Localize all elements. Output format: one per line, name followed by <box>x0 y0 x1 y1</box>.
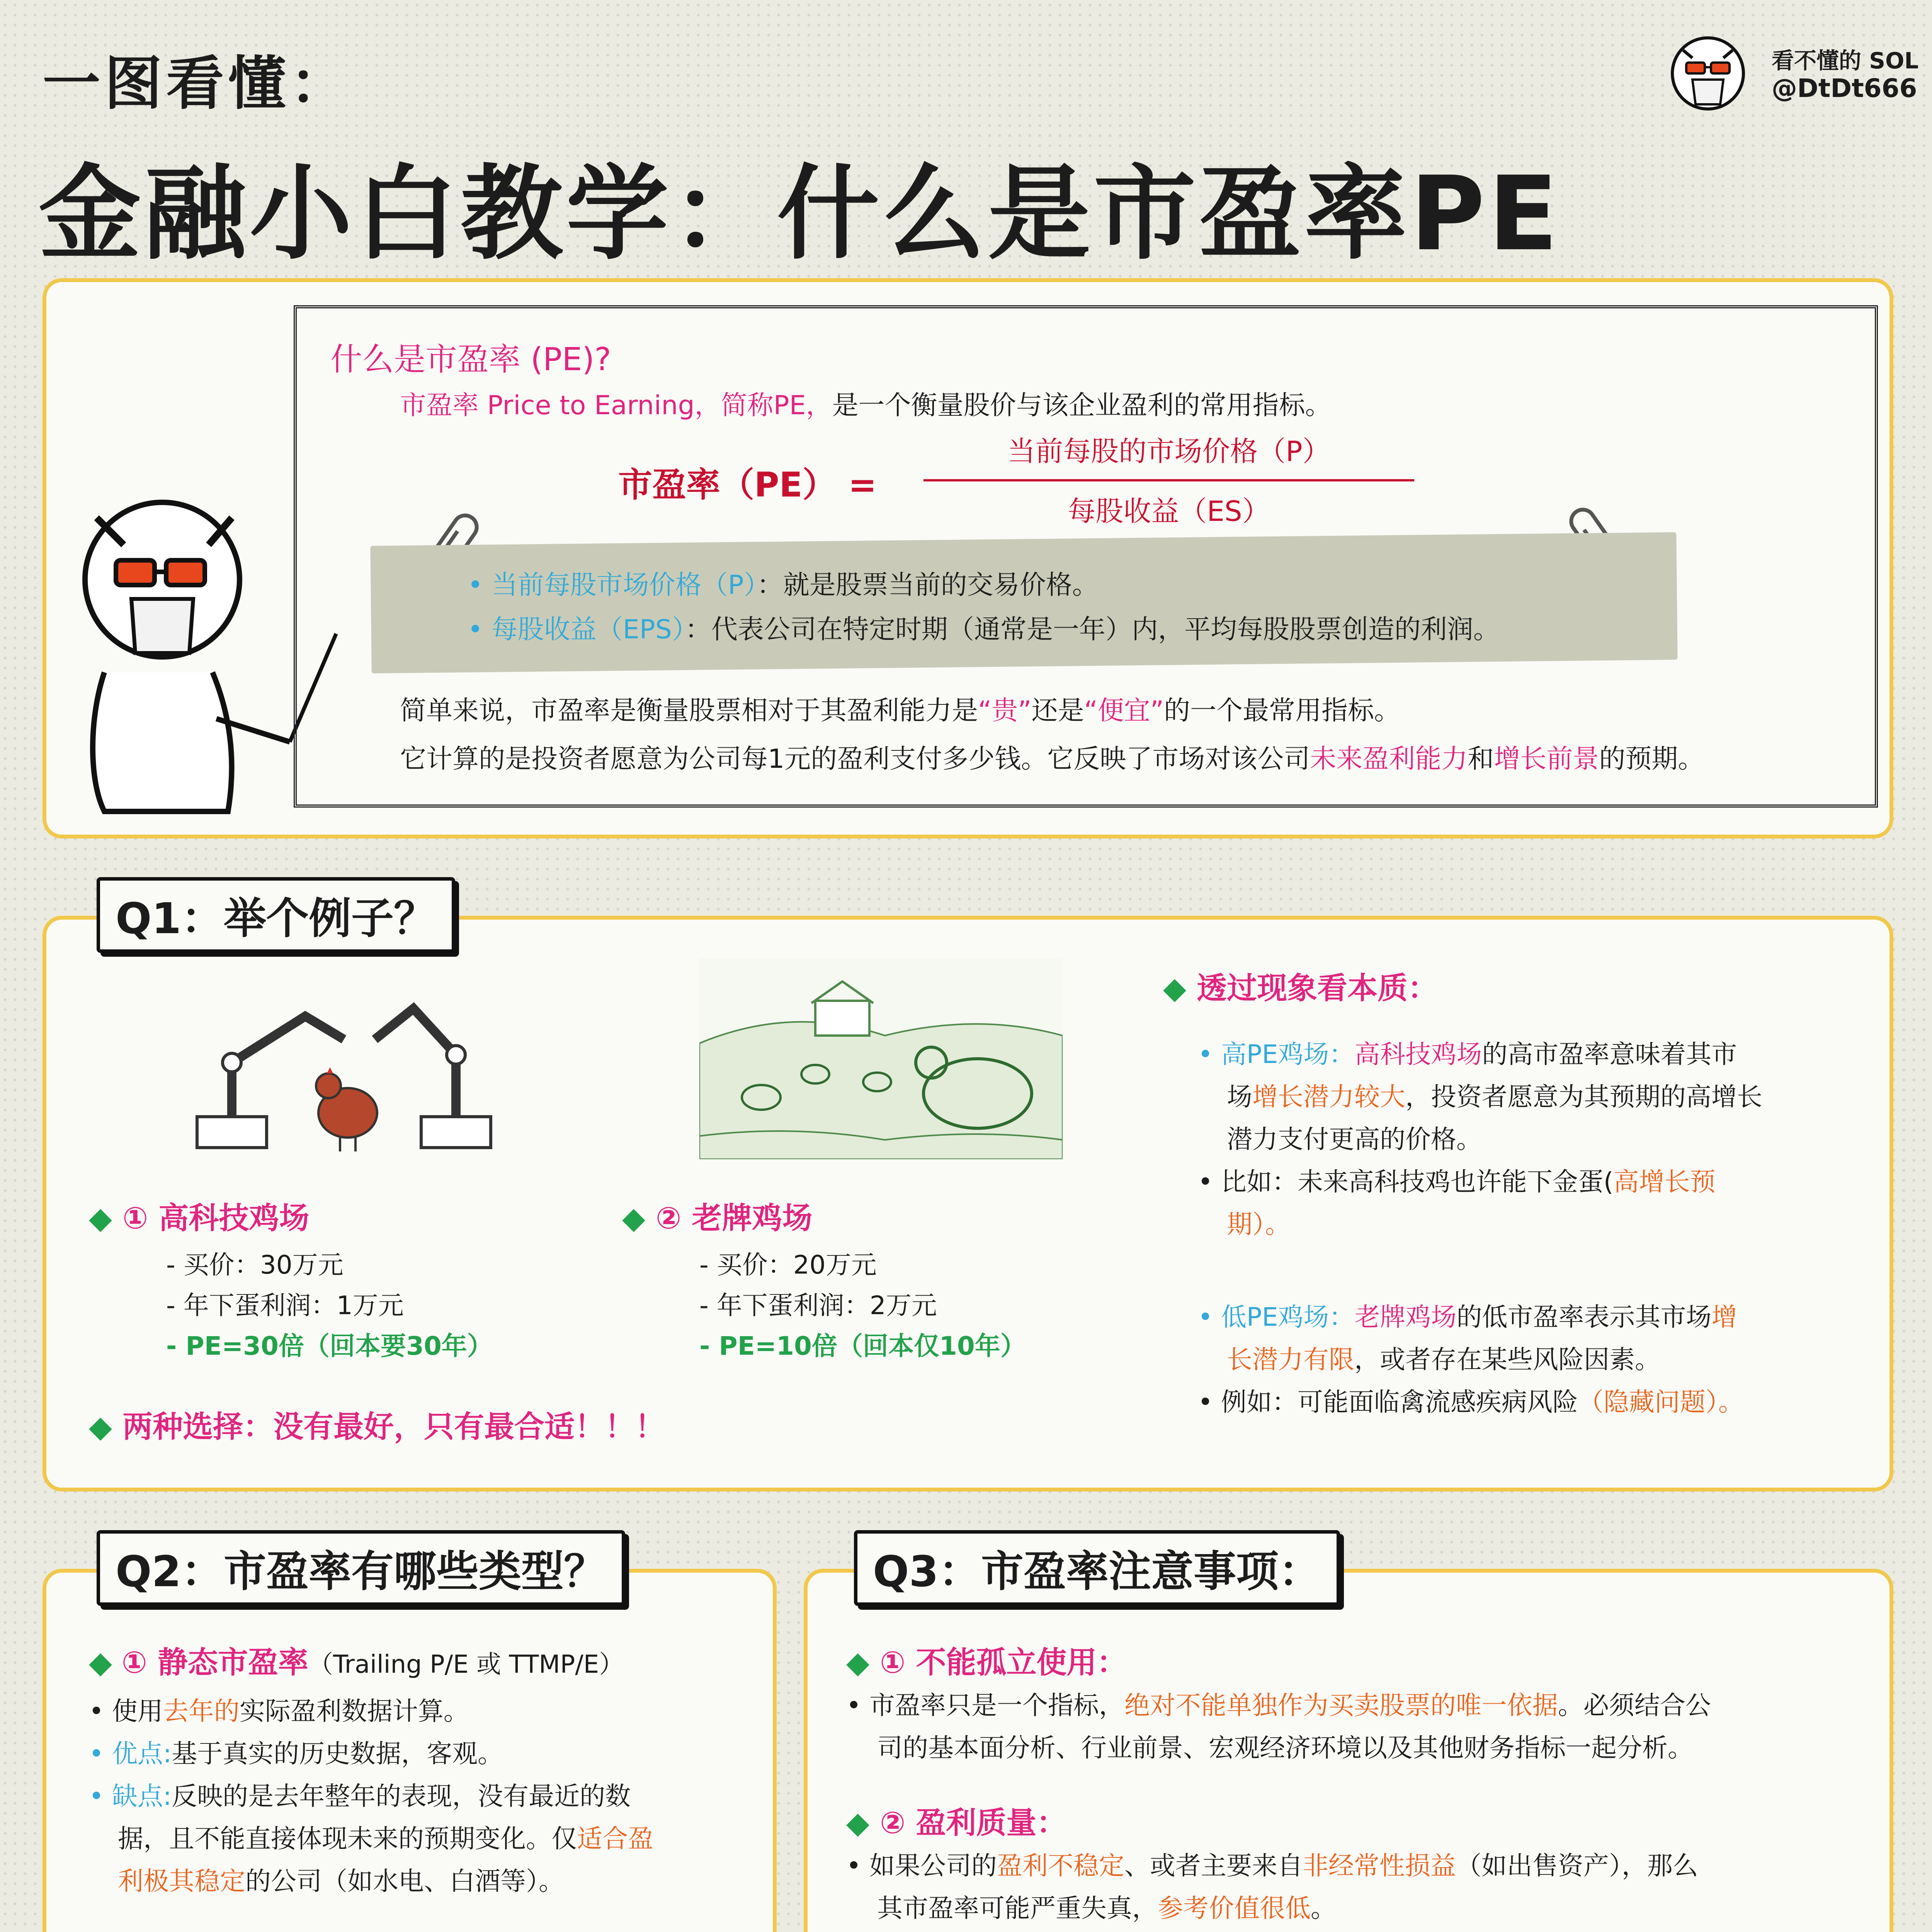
definition-summary-2: 它计算的是投资者愿意为公司每1元的盈利支付多少钱。它反映了市场对该公司未来盈利能力和增长前景的预期。 <box>400 744 1704 774</box>
definition-bullet-price: • 当前每股市场价格（P）：就是股票当前的交易价格。 <box>468 570 1099 600</box>
essence-high-example-2: 期）。 <box>1227 1209 1291 1239</box>
author-avatar-icon[interactable] <box>1669 35 1747 112</box>
subtitle: 一图看懂： <box>43 50 352 117</box>
type1-pro: • 优点:基于真实的历史数据，客观。 <box>89 1739 503 1769</box>
q1-conclusion: ◆ 两种选择：没有最好，只有最合适！！！ <box>89 1410 665 1444</box>
formula-divider <box>923 479 1414 481</box>
q3-tag: Q3：市盈率注意事项： <box>854 1530 1340 1606</box>
essence-low-2: 长潜力有限，或者存在某些风险因素。 <box>1227 1345 1660 1374</box>
note2-line-2: 其市盈率可能严重失真，参考价值很低。 <box>877 1893 1336 1923</box>
farm1-item: - 年下蛋利润：1万元 <box>166 1291 404 1320</box>
q2-tag: Q2：市盈率有哪些类型？ <box>97 1530 625 1606</box>
essence-high-example-1: • 比如：未来高科技鸡也许能下金蛋(高增长预 <box>1198 1167 1716 1197</box>
type1-use: • 使用去年的实际盈利数据计算。 <box>89 1696 469 1726</box>
farm2-item: - PE=10倍（回本仅10年） <box>699 1331 1026 1361</box>
type1-title: ◆ ① 静态市盈率（Trailing P/E 或 TTMP/E） <box>89 1645 624 1680</box>
farm1-item: - 买价：30万元 <box>166 1250 344 1280</box>
farm2-item: - 年下蛋利润：2万元 <box>699 1291 937 1320</box>
type1-con-2: 据，且不能直接体现未来的预期变化。仅适合盈 <box>118 1824 653 1854</box>
robot-chicken-illustration <box>189 970 506 1155</box>
formula-denominator: 每股收益（ES） <box>1068 495 1270 527</box>
essence-high-2: 场增长潜力较大，投资者愿意为其预期的高增长 <box>1227 1082 1762 1112</box>
farm2-title: ◆ ② 老牌鸡场 <box>622 1201 813 1236</box>
author-name: 看不懂的 SOL <box>1772 48 1919 74</box>
farm1-title: ◆ ① 高科技鸡场 <box>89 1201 310 1236</box>
tape-strip <box>370 532 1677 673</box>
farm2-item: - 买价：20万元 <box>699 1250 877 1280</box>
definition-title: 什么是市盈率 (PE)? <box>330 341 611 378</box>
definition-bullet-eps: • 每股收益（EPS）：代表公司在特定时期（通常是一年）内，平均每股股票创造的利润。 <box>468 614 1500 645</box>
formula-numerator: 当前每股的市场价格（P） <box>1007 435 1330 468</box>
type1-con-3: 利极其稳定的公司（如水电、白酒等）。 <box>118 1866 564 1896</box>
essence-title: ◆ 透过现象看本质： <box>1163 971 1438 1006</box>
essence-low-1: • 低PE鸡场：老牌鸡场的低市盈率表示其市场增 <box>1198 1302 1737 1332</box>
note2-title: ◆ ② 盈利质量： <box>846 1806 1067 1840</box>
farm1-item: - PE=30倍（回本要30年） <box>166 1331 493 1361</box>
essence-high-3: 潜力支付更高的价格。 <box>1227 1124 1482 1154</box>
note1-title: ◆ ① 不能孤立使用： <box>846 1645 1127 1680</box>
type1-con-1: • 缺点:反映的是去年整年的表现，没有最近的数 <box>89 1781 631 1811</box>
farm-illustration <box>699 958 1063 1159</box>
definition-intro: 市盈率 Price to Earning，简称PE，是一个衡量股价与该企业盈利的常用指标。 <box>400 390 1332 421</box>
author-handle[interactable]: @DtDt666 <box>1772 73 1917 103</box>
formula-left: 市盈率（PE） = <box>618 465 877 505</box>
essence-low-example: • 例如：可能面临禽流感疾病风险（隐藏问题）。 <box>1198 1387 1744 1417</box>
page-title: 金融小白教学：什么是市盈率PE <box>39 155 1561 274</box>
note1-line-2: 司的基本面分析、行业前景、宏观经济环境以及其他财务指标一起分析。 <box>877 1733 1693 1763</box>
note1-line-1: • 市盈率只是一个指标，绝对不能单独作为买卖股票的唯一依据。必须结合公 <box>846 1690 1711 1720</box>
q1-tag: Q1：举个例子？ <box>97 877 455 953</box>
note2-line-1: • 如果公司的盈利不稳定、或者主要来自非经常性损益（如出售资产），那么 <box>846 1851 1698 1881</box>
essence-high-1: • 高PE鸡场：高科技鸡场的高市盈率意味着其市 <box>1198 1039 1737 1069</box>
definition-summary-1: 简单来说，市盈率是衡量股票相对于其盈利能力是“贵”还是“便宜”的一个最常用指标。 <box>400 696 1400 726</box>
